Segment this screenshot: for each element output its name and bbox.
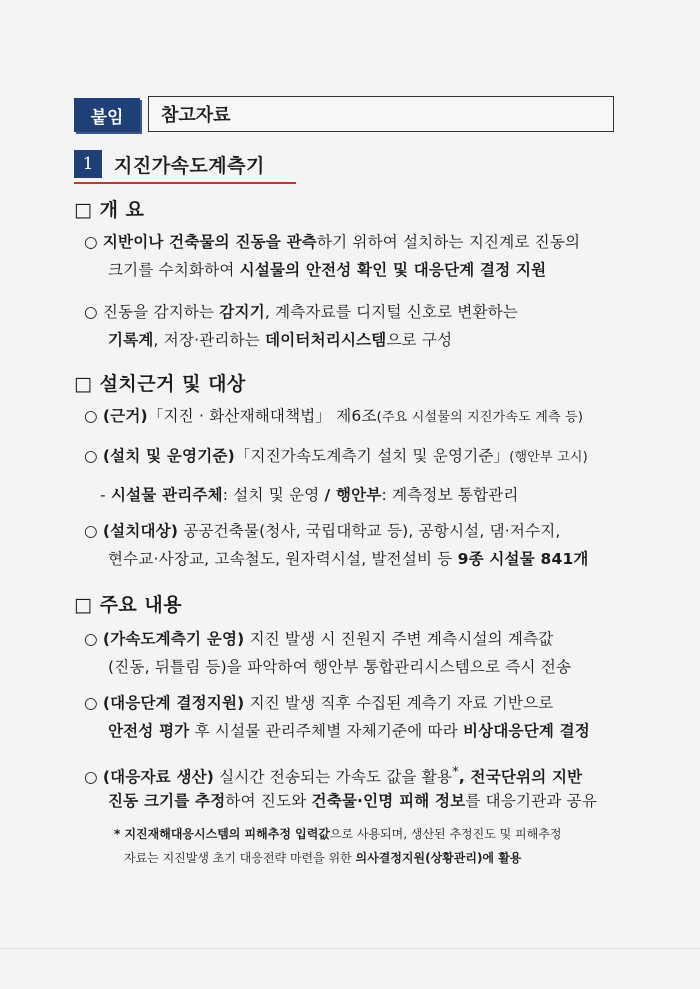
text-bold: 안전성 평가 <box>108 722 190 740</box>
text: 자료는 지진발생 초기 대응전략 마련을 위한 <box>124 851 356 865</box>
text: 으로 사용되며, 생산된 추정진도 및 피해추정 <box>329 827 562 841</box>
basis-heading: □ 설치근거 및 대상 <box>74 373 246 395</box>
text-small: (행안부 고시) <box>509 450 588 465</box>
text-bold: 진동 크기를 추정 <box>108 792 226 810</box>
bullet: ○ <box>84 522 98 540</box>
dash: - <box>100 486 106 504</box>
text: 지진 발생 직후 수집된 계측기 자료 기반으로 <box>244 694 554 712</box>
content-item3-line2 <box>108 790 597 812</box>
content-item2-line2 <box>108 720 590 742</box>
text: 크기를 수치화하여 <box>108 261 240 279</box>
bullet: ○ <box>84 303 98 321</box>
text: 으로 구성 <box>386 331 453 349</box>
bullet: ○ <box>84 694 98 712</box>
text-bold: , 전국단위의 지반 <box>458 768 583 787</box>
bullet: ○ <box>84 768 98 787</box>
basis-item1 <box>84 405 583 429</box>
footnote-line2 <box>124 848 521 868</box>
basis-item4-line2 <box>108 548 589 570</box>
text-bold: / 행안부 <box>324 486 382 504</box>
text-bold: (근거) <box>102 407 148 425</box>
text-bold: * 지진재해대응시스템의 피해추정 입력값 <box>114 827 330 841</box>
text-bold: 건축물·인명 피해 정보 <box>311 792 466 810</box>
section-underline <box>74 182 296 184</box>
text: 지진 발생 시 진원지 주변 계측시설의 계측값 <box>244 630 554 648</box>
text-bold: 비상대응단계 결정 <box>463 722 590 740</box>
attachment-title: 참고자료 <box>148 96 614 132</box>
content-item3-line1 <box>84 762 582 788</box>
footnote-line1 <box>114 824 561 844</box>
content-item2-line1 <box>84 692 553 714</box>
text: 진동을 감지하는 <box>102 303 220 321</box>
text: 실시간 전송되는 가속도 값을 활용 <box>214 768 453 787</box>
overview-item1-line2 <box>108 259 546 281</box>
basis-item2 <box>84 445 588 469</box>
text-bold: 의사결정지원(상황관리)에 활용 <box>355 851 522 865</box>
text-bold: (가속도계측기 운영) <box>102 630 245 648</box>
bullet: ○ <box>84 407 98 425</box>
text: 공공건축물(청사, 국립대학교 등), 공항시설, 댐·저수지, <box>178 522 561 540</box>
content-heading: □ 주요 내용 <box>74 594 183 616</box>
text-bold: 시설물 관리주체 <box>110 486 223 504</box>
text: 하여 진도와 <box>225 792 312 810</box>
text-bold: 9종 시설물 841개 <box>457 550 589 568</box>
text: : 설치 및 운영 <box>222 486 325 504</box>
content-item1-line1 <box>84 628 553 650</box>
scan-artifact-line <box>0 948 700 949</box>
overview-item2-line2 <box>108 329 452 351</box>
content-item1-line2 <box>108 656 571 678</box>
text: 를 대응기관과 공유 <box>465 792 598 810</box>
section-heading <box>74 150 314 180</box>
attachment-header <box>74 96 616 134</box>
text: 「지진가속도계측기 설치 및 운영기준」 <box>234 447 510 465</box>
overview-item2-line1 <box>84 301 518 323</box>
basis-item3 <box>100 484 519 506</box>
text-bold: 지반이나 건축물의 진동을 관측 <box>102 233 317 251</box>
bullet: ○ <box>84 630 98 648</box>
text-bold: (대응단계 결정지원) <box>102 694 245 712</box>
text-bold: (설치대상) <box>102 522 179 540</box>
text-bold: 데이터처리시스템 <box>265 331 387 349</box>
text: : 계측정보 통합관리 <box>381 486 519 504</box>
text: 후 시설물 관리주체별 자체기준에 따라 <box>189 722 463 740</box>
text-bold: (설치 및 운영기준) <box>102 447 235 465</box>
basis-item4-line1 <box>84 520 561 542</box>
text: , 계측자료를 디지털 신호로 변환하는 <box>264 303 519 321</box>
text-bold: 기록계 <box>108 331 154 349</box>
text: 현수교·사장교, 고속철도, 원자력시설, 발전설비 등 <box>108 550 458 568</box>
text: (진동, 뒤틀림 등)을 파악하여 행안부 통합관리시스템으로 즉시 전송 <box>108 658 572 676</box>
text-bold: 감지기 <box>219 303 265 321</box>
overview-heading: □ 개 요 <box>74 199 145 221</box>
text-bold: 시설물의 안전성 확인 및 대응단계 결정 지원 <box>239 261 547 279</box>
text: 「지진 · 화산재해대책법」 제6조 <box>147 407 377 425</box>
section-title: 지진가속도계측기 <box>114 155 265 177</box>
attachment-tag: 붙임 <box>74 98 140 132</box>
overview-item1-line1 <box>84 231 580 253</box>
text: 하기 위하여 설치하는 지진계로 진동의 <box>316 233 581 251</box>
section-number: 1 <box>74 150 102 178</box>
bullet: ○ <box>84 233 98 251</box>
text-small: (주요 시설물의 지진가속도 계측 등) <box>376 410 584 425</box>
text: , 저장·관리하는 <box>153 331 266 349</box>
bullet: ○ <box>84 447 98 465</box>
footnote-marker: * <box>452 765 459 780</box>
text-bold: (대응자료 생산) <box>102 768 215 787</box>
